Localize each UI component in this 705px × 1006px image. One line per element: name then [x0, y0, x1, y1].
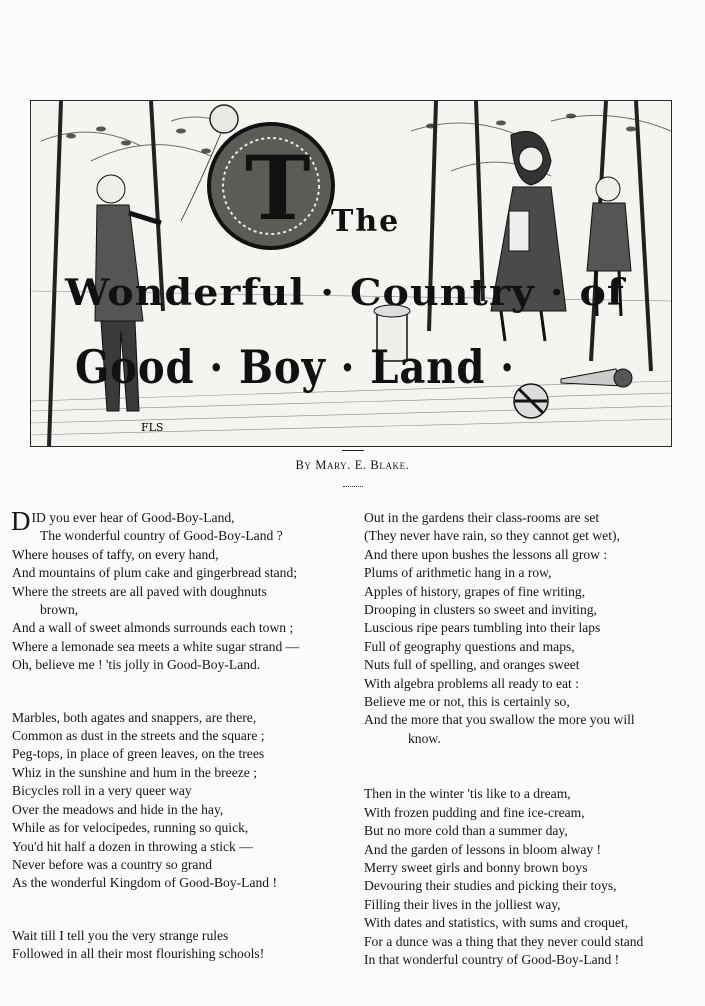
ball-icon	[514, 384, 548, 418]
poem-line: Followed in all their most flourishing schools!	[12, 946, 265, 962]
poem-line: In that wonderful country of Good-Boy-Land !	[364, 951, 620, 967]
poem-line: Luscious ripe pears tumbling into their laps	[364, 620, 601, 636]
poem-line: Marbles, both agates and snappers, are there,	[12, 709, 257, 725]
poem-line: Then in the winter 'tis like to a dream,	[364, 786, 571, 802]
poem-line: Devouring their studies and picking their toys,	[364, 878, 617, 894]
stanza-5	[364, 785, 698, 969]
poem-line: And a wall of sweet almonds surrounds each town ;	[12, 620, 294, 636]
stanza-1	[11, 506, 350, 675]
poem-line: Full of geography questions and maps,	[364, 638, 575, 654]
poem-line: Bicycles roll in a very queer way	[12, 783, 192, 799]
byline: By Mary. E. Blake.	[295, 458, 410, 472]
poem-line: Where the streets are all paved with doughnuts	[12, 583, 267, 599]
poem-line: Plums of arithmetic hang in a row,	[364, 565, 552, 581]
title-decorated-initial	[209, 124, 333, 248]
poem-line: And mountains of plum cake and gingerbread stand;	[12, 565, 298, 581]
poem-line: Never before was a country so grand	[12, 856, 213, 872]
artist-signature: FLS	[141, 421, 164, 434]
drop-cap: D	[11, 506, 31, 536]
poem-line: And there upon bushes the lessons all grow :	[364, 546, 608, 562]
stanza-2	[12, 709, 350, 893]
poem-line: For a dunce was a thing that they never could stand	[364, 933, 644, 949]
poem-line: Merry sweet girls and bonny brown boys	[364, 859, 588, 875]
poem-line: Oh, believe me ! 'tis jolly in Good-Boy-Land.	[12, 657, 261, 673]
poem-line: With algebra problems all ready to eat :	[364, 675, 579, 691]
poem-line: And the garden of lessons in bloom alway !	[364, 841, 602, 857]
poem-line: Believe me or not, this is certainly so,	[364, 694, 570, 710]
poem-line: As the wonderful Kingdom of Good-Boy-Land !	[12, 875, 278, 891]
poem-line: And the more that you swallow the more you will	[364, 712, 635, 728]
poem-line: Common as dust in the streets and the square ;	[12, 728, 265, 744]
title-line-1: The	[331, 204, 401, 239]
poem-line: With dates and statistics, with sums and croquet,	[364, 915, 629, 931]
poem-line: Nuts full of spelling, and oranges sweet	[364, 657, 580, 673]
poem-line: Whiz in the sunshine and hum in the breeze ;	[12, 764, 257, 780]
stanza-4	[364, 509, 698, 748]
poem-line: DID you ever hear of Good-Boy-Land,	[11, 506, 235, 536]
poem-line: With frozen pudding and fine ice-cream,	[364, 804, 585, 820]
poem-line: While as for velocipedes, running so quick,	[12, 820, 249, 836]
poem-line: know.	[408, 730, 441, 746]
poem-line: Filling their lives in the jolliest way,	[364, 896, 561, 912]
stanza-3	[12, 927, 350, 964]
poem-line: Apples of history, grapes of fine writing,	[364, 583, 586, 599]
poem-column-left	[11, 506, 350, 998]
svg-text:T: T	[245, 136, 311, 240]
poem-line: Out in the gardens their class-rooms are set	[364, 510, 600, 525]
poem-line: Drooping in clusters so sweet and inviting,	[364, 602, 597, 618]
poem-line: But no more cold than a summer day,	[364, 823, 568, 839]
poem-line: Where houses of taffy, on every hand,	[12, 546, 219, 562]
byline-rule-top	[342, 450, 364, 451]
poem-line: Over the meadows and hide in the hay,	[12, 801, 224, 817]
poem-line: Wait till I tell you the very strange rules	[12, 927, 229, 943]
poem-line: You'd hit half a dozen in throwing a stick —	[12, 838, 253, 854]
poem-line: Where a lemonade sea meets a white sugar strand —	[12, 638, 300, 654]
header-illustration	[30, 100, 672, 447]
poem-column-right	[364, 509, 698, 1006]
poem-line: Peg-tops, in place of green leaves, on the trees	[12, 746, 265, 762]
title-line-2: Wonderful · Country · of	[63, 272, 627, 314]
poem-line: brown,	[40, 602, 79, 618]
poem-line: The wonderful country of Good-Boy-Land ?	[40, 528, 283, 544]
poem-line: (They never have rain, so they cannot get wet),	[364, 528, 620, 544]
byline-rule-bottom	[343, 486, 363, 489]
title-line-3: Good · Boy · Land ·	[75, 340, 515, 394]
